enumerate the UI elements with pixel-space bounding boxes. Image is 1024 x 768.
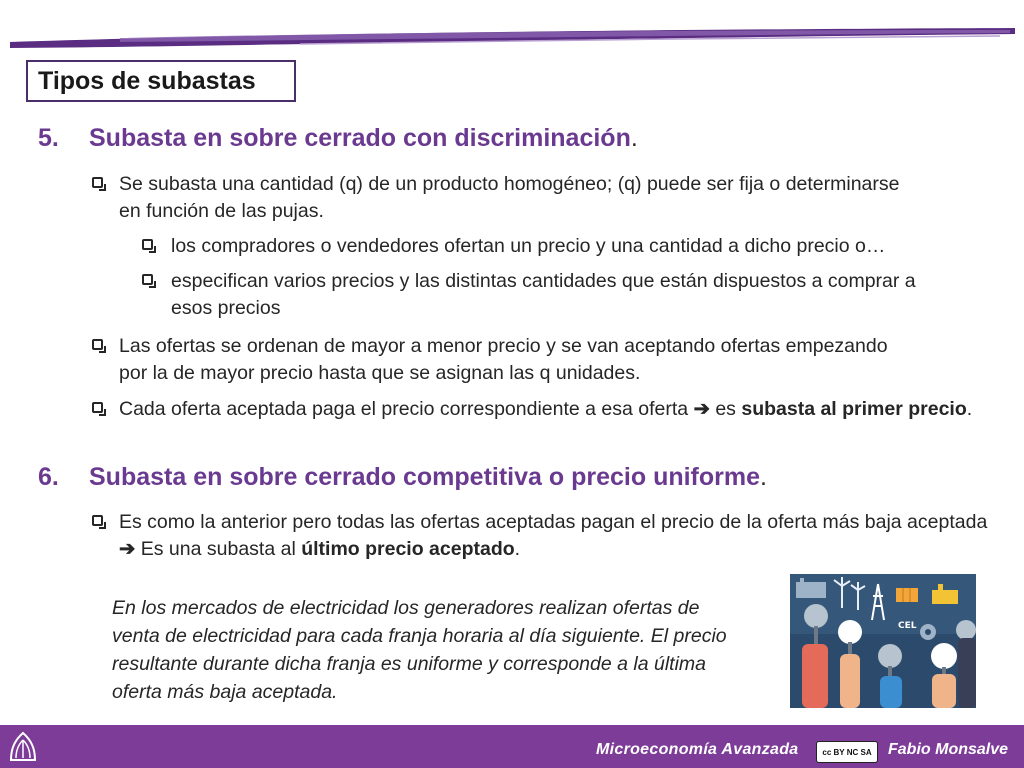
bullet-first-price-mid: es: [709, 398, 742, 420]
section-6-number: 6.: [38, 463, 59, 491]
bullet-uniform-price-bold: último precio aceptado: [301, 538, 515, 560]
checkbox-bullet-icon: [142, 274, 153, 285]
bullet-first-price-pre: Cada oferta aceptada paga el precio correspondiente a esa oferta: [119, 398, 694, 420]
bullet-single-price: [142, 233, 1012, 260]
bullet-first-price-text: [92, 396, 982, 423]
section-5-title: Subasta en sobre cerrado con discriminación: [89, 124, 631, 152]
section-5-period: .: [630, 124, 638, 152]
checkbox-bullet-icon: [92, 402, 103, 413]
cel-label: CEL: [898, 621, 917, 631]
slide-title: Tipos de subastas: [38, 66, 256, 95]
section-6-heading: [38, 463, 767, 492]
section-6-period: .: [760, 463, 767, 491]
bullet-uniform-price-end: .: [514, 538, 521, 560]
section-5-heading: [38, 124, 638, 153]
bullet-first-price: [92, 396, 982, 423]
bullet-first-price-end: .: [966, 398, 973, 420]
electricity-auction-illustration: [790, 574, 976, 708]
section-6-title: Subasta en sobre cerrado competitiva o precio uniforme: [89, 463, 761, 491]
arrow-right-icon: ➔: [119, 538, 136, 560]
bullet-quantity: [92, 171, 912, 225]
bullet-order: [92, 333, 912, 387]
bullet-first-price-bold: subasta al primer precio: [741, 398, 967, 420]
checkbox-bullet-icon: [92, 515, 103, 526]
university-logo-icon: [6, 730, 40, 764]
checkbox-bullet-icon: [92, 339, 103, 350]
arrow-right-icon: ➔: [693, 398, 710, 420]
bullet-uniform-price-pre: Es como la anterior pero todas las ofertas aceptadas pagan el precio de la oferta más baja aceptada: [119, 511, 988, 533]
electricity-market-note: En los mercados de electricidad los generadores realizan ofertas de venta de electricidad para cada franja horaria al día siguiente. El precio resultante durante dicha franja es uniforme y corresponde a la última oferta más baja aceptada.: [112, 597, 727, 703]
bullet-quantity-text: Se subasta una cantidad (q) de un producto homogéneo; (q) puede ser fija o determinarse en función de las pujas.: [119, 173, 900, 222]
checkbox-bullet-icon: [92, 177, 103, 188]
footer-course-title: Microeconomía Avanzada: [596, 741, 799, 758]
slide-title-box: [26, 60, 296, 102]
top-brush-decoration: [0, 0, 1024, 60]
footer-author: Fabio Monsalve: [888, 741, 1009, 758]
creative-commons-icon: cc BY NC SA: [816, 741, 878, 763]
bullet-uniform-price: [92, 509, 992, 563]
bullet-multiple-prices-text: especifican varios precios y las distintas cantidades que están dispuestos a comprar a esos precios: [171, 270, 916, 319]
section-5-number: 5.: [38, 124, 59, 152]
bullet-order-text: Las ofertas se ordenan de mayor a menor precio y se van aceptando ofertas empezando por la de mayor precio hasta que se asignan las q unidades.: [119, 335, 888, 384]
bullet-uniform-price-text: [92, 509, 992, 563]
bullet-uniform-price-mid: Es una subasta al: [135, 538, 302, 560]
checkbox-bullet-icon: [142, 239, 153, 250]
bullet-single-price-text: los compradores o vendedores ofertan un precio y una cantidad a dicho precio o…: [171, 235, 886, 257]
bullet-multiple-prices: [142, 268, 942, 322]
